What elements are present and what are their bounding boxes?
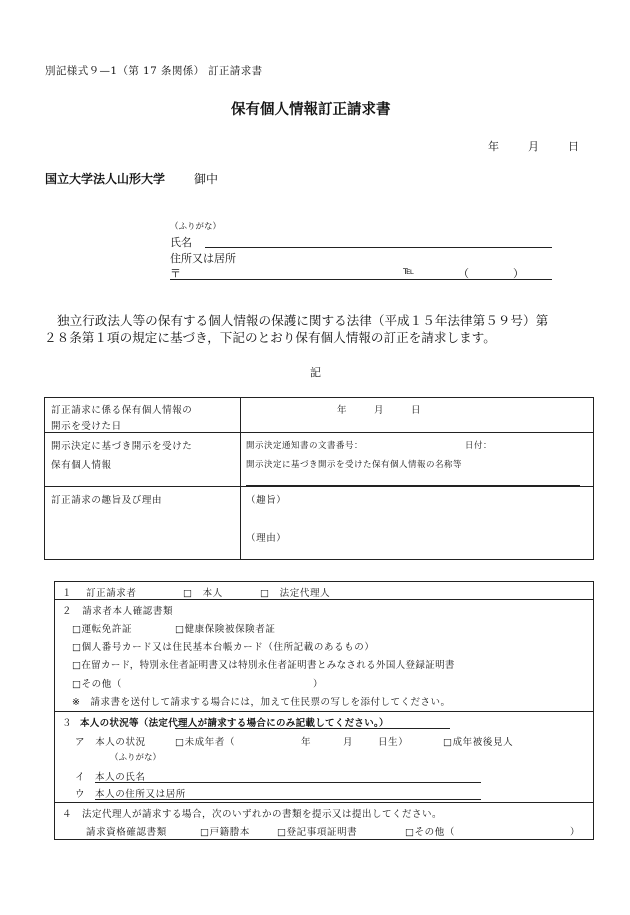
notice-date-label: 日付： [465,441,493,451]
principal-name-prefix: イ [75,772,86,783]
principal-address-label: 本人の住所又は居所 [95,789,186,800]
minor-checkbox[interactable]: □未成年者（ [175,737,236,748]
table2-row-sep-1 [54,599,594,600]
principal-name-label: 本人の氏名 [95,772,146,783]
form-label: 訂正請求書 [208,65,263,77]
agent-documents-heading: ４ 法定代理人が請求する場合，次のいずれかの書類を提示又は提出してください。 [62,809,443,820]
requester-agent-checkbox[interactable]: □ 法定代理人 [260,588,331,599]
disclosure-date-label-1: 訂正請求に係る保有個人情報の [51,405,193,416]
health-insurance-checkbox[interactable]: □健康保険被保険者証 [175,624,276,635]
section-1-number: １ [62,588,73,599]
purpose-label: （趣旨） [246,495,287,506]
principal-address-field[interactable] [95,799,481,800]
table1-row-sep-2 [44,486,594,487]
reason-label: （理由） [246,533,287,544]
intro-line-2: ２８条第１項の規定に基づき，下記のとおり保有個人情報の訂正を請求します。 [44,330,496,345]
id-documents-heading: ２ 請求者本人確認書類 [62,606,174,617]
page-title: 保有個人情報訂正請求書 [231,102,391,118]
disclosed-info-label-1: 開示決定に基づき開示を受けた [51,441,193,452]
agent-other-checkbox[interactable]: □その他（ [405,827,455,838]
minor-birth-month: 月 [343,737,354,748]
minor-birth-day: 日生） [378,737,409,748]
family-register-checkbox[interactable]: □戸籍謄本 [200,827,250,838]
disclosure-date-label-2: 開示を受けた日 [51,421,122,432]
other-document-close: ） [313,679,324,690]
request-detail-table [44,397,594,560]
my-number-card-checkbox[interactable]: □個人番号カード又は住民基本台帳カード（住所記載のあるもの） [72,642,375,653]
principal-status-underline [175,728,450,729]
date-month: 月 [528,140,539,153]
table1-divider [240,397,241,560]
date-year: 年 [488,140,499,153]
disclosure-date-month: 月 [374,405,385,416]
addressee-name: 国立大学法人山形大学 [45,172,166,186]
principal-address-prefix: ウ [75,789,86,800]
disclosure-date-day: 日 [411,405,422,416]
minor-birth-year: 年 [301,737,312,748]
applicant-name-label: 氏名 [170,236,192,249]
other-document-checkbox[interactable]: □その他（ [72,679,122,690]
tel-label: ℡ [403,265,415,277]
ki-mark: 記 [310,366,321,379]
disclosed-info-name-field[interactable] [246,485,580,486]
table2-row-sep-2 [54,711,594,712]
disclosure-date-year: 年 [337,405,348,416]
requester-self-checkbox[interactable]: □ 本人 [183,588,223,599]
purpose-reason-label: 訂正請求の趣旨及び理由 [51,495,163,506]
tel-paren: （ ） [458,267,524,280]
principal-name-field[interactable] [95,782,481,783]
applicant-address-field[interactable] [170,279,552,280]
notice-document-number-label: 開示決定通知書の文書番号： [246,441,364,451]
applicant-address-label: 住所又は居所 [170,252,236,265]
table2-row-sep-3 [54,802,594,803]
form-reference: 別記様式９—1（第 17 条関係） [45,65,205,77]
applicant-name-field[interactable] [205,247,552,248]
residence-card-checkbox[interactable]: □在留カード，特別永住者証明書又は特別永住者証明書とみなされる外国人登録証明書 [72,660,455,671]
disclosed-info-name-label: 開示決定に基づき開示を受けた保有個人情報の名称等 [246,460,463,470]
requester-type-label: 訂正請求者 [86,588,137,599]
resident-record-note: ※ 請求書を送付して請求する場合には，加えて住民票の写しを添付してください。 [72,697,451,708]
postal-mark: 〒 [170,267,181,280]
registry-certificate-checkbox[interactable]: □登記事項証明書 [277,827,358,838]
agent-other-close: ） [570,827,581,838]
principal-furigana: （ふりがな） [110,753,162,763]
section-3-number: ３ [62,718,73,729]
adult-ward-checkbox[interactable]: □成年被後見人 [443,737,514,748]
intro-line-1: 独立行政法人等の保有する個人情報の保護に関する法律（平成１５年法律第５９号）第 [57,313,549,328]
date-day: 日 [568,140,579,153]
principal-status-heading: 本人の状況等（法定代理人が請求する場合にのみ記載してください。） [80,718,389,729]
drivers-license-checkbox[interactable]: □運転免許証 [72,624,133,635]
applicant-furigana: （ふりがな） [170,222,222,232]
principal-status-label: ア 本人の状況 [75,737,146,748]
qualification-documents-label: 請求資格確認書類 [86,827,167,838]
addressee-honorific: 御中 [194,172,219,186]
table1-row-sep-1 [44,432,594,433]
disclosed-info-label-2: 保有個人情報 [51,460,112,471]
